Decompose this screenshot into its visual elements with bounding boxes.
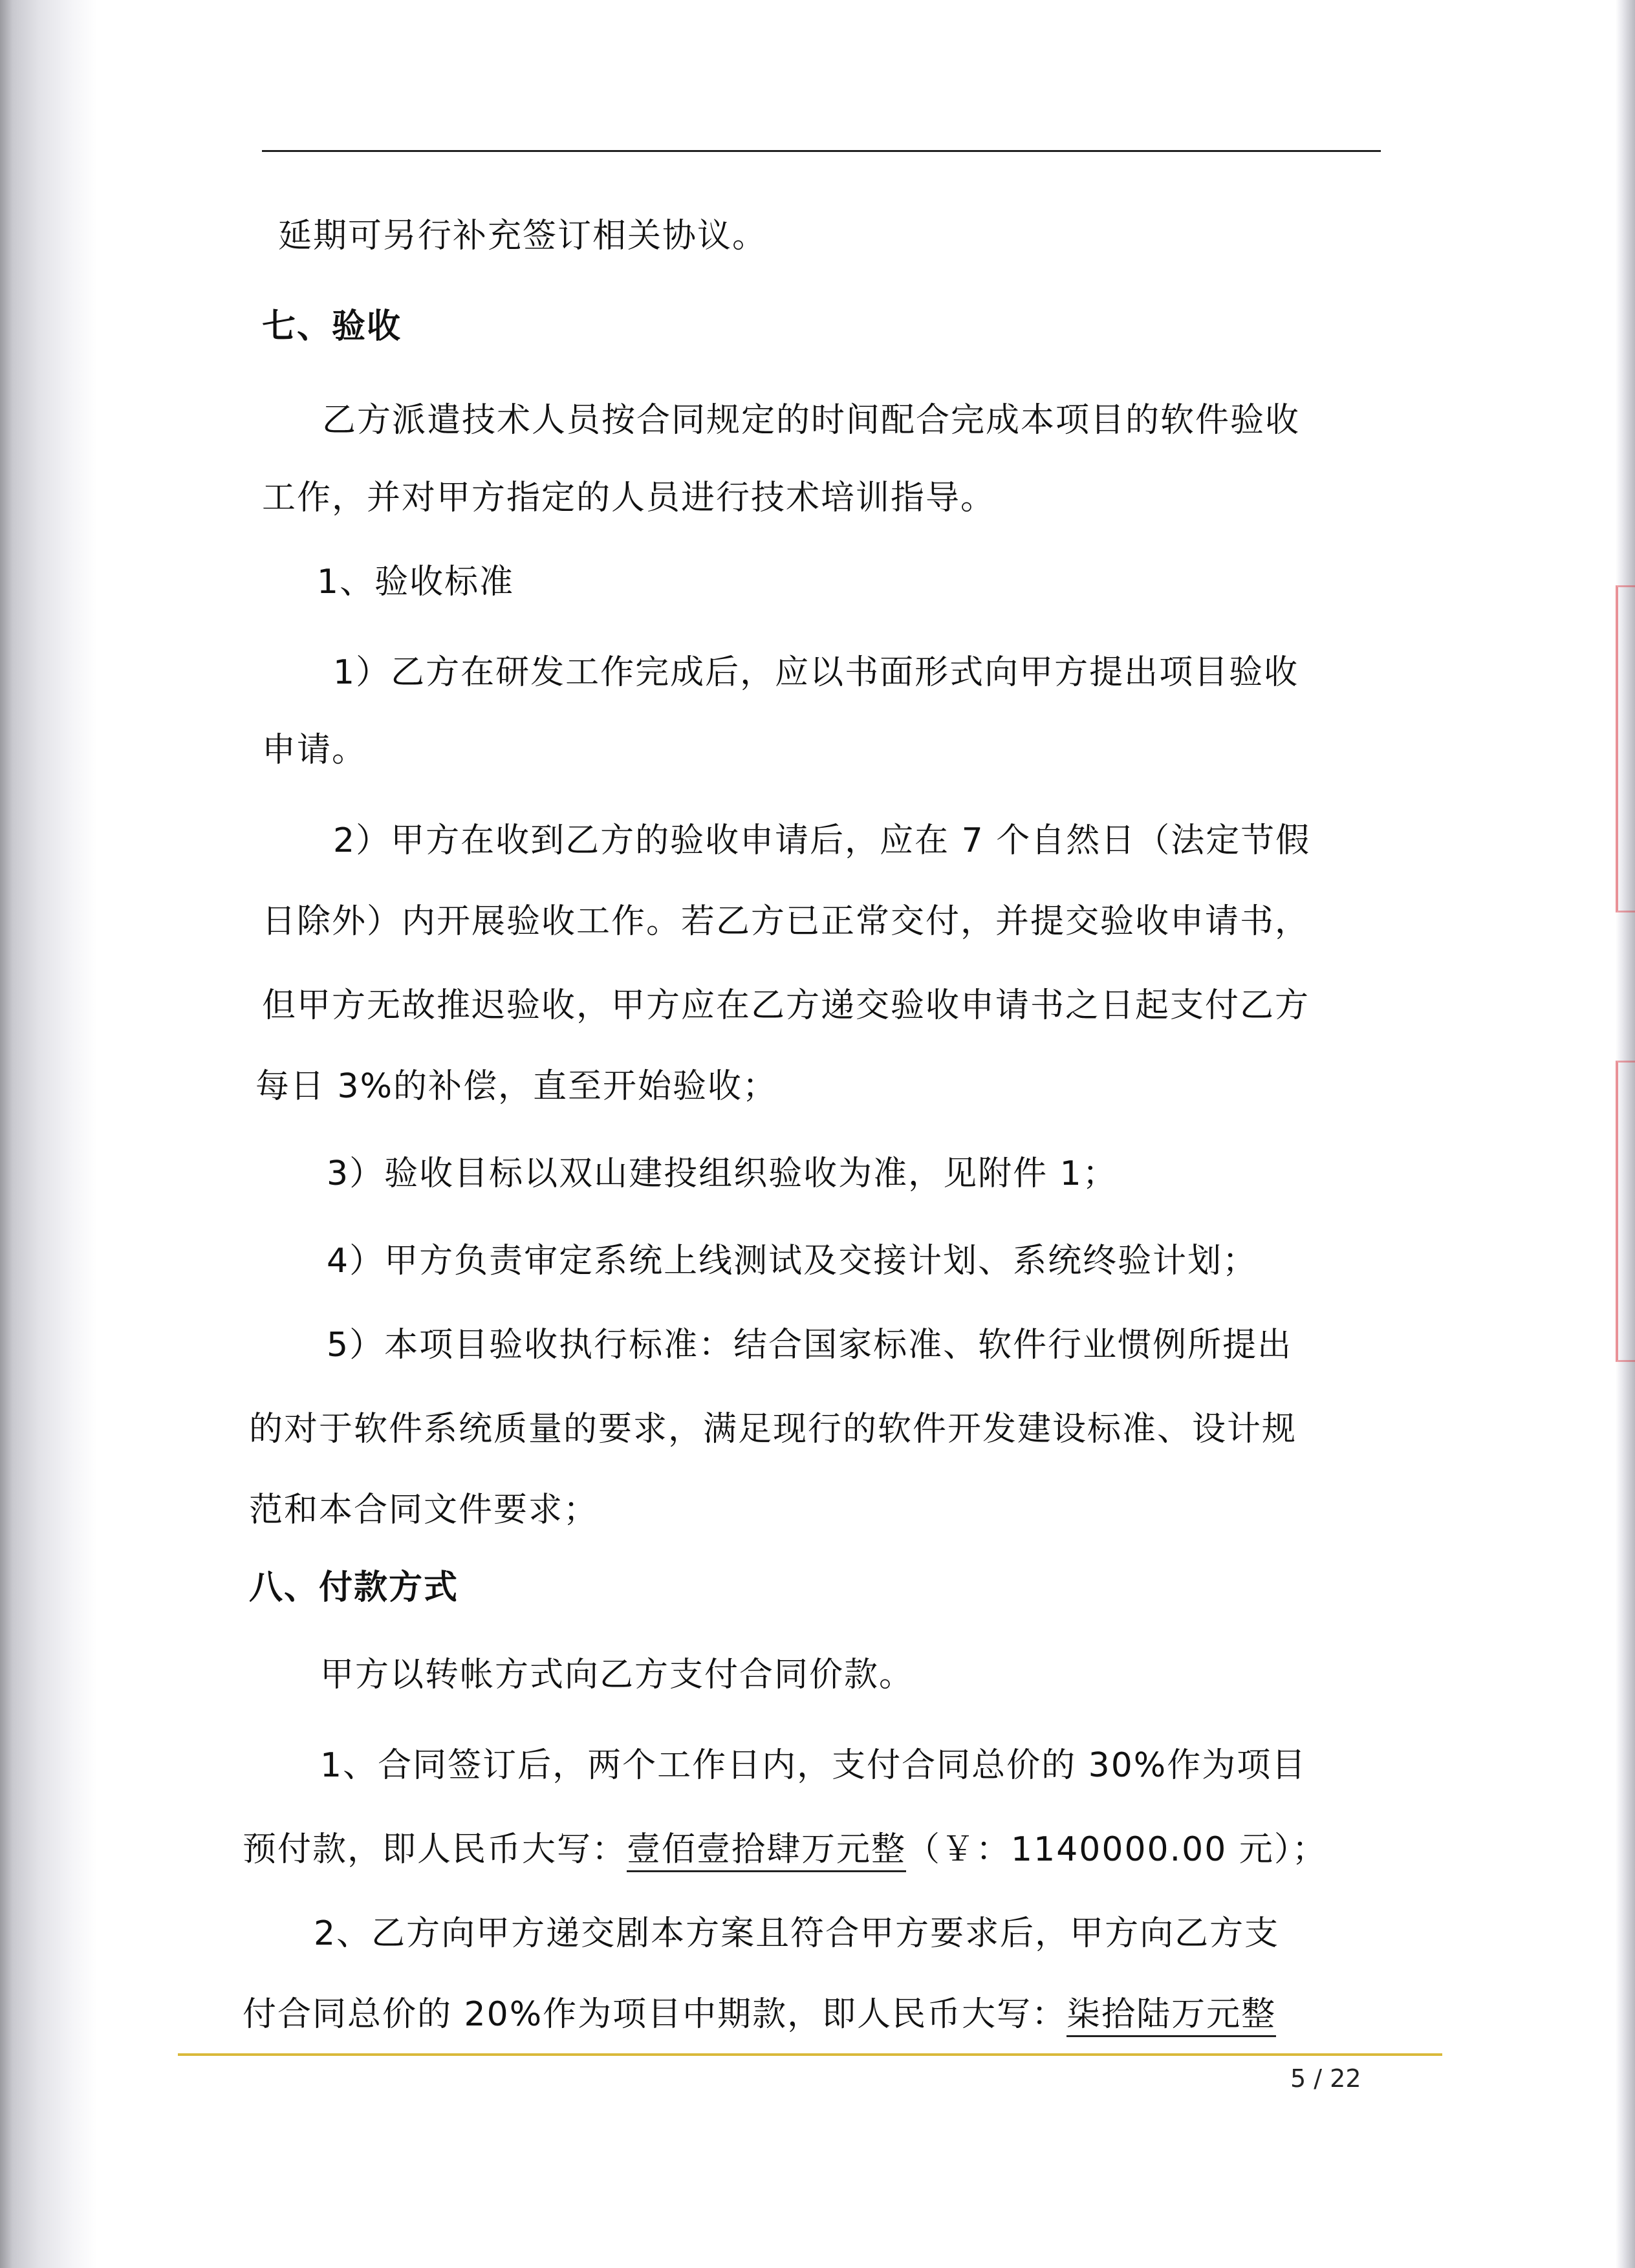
header-rule	[262, 150, 1381, 152]
text-line: 5）本项目验收执行标准：结合国家标准、软件行业惯例所提出	[327, 1326, 1293, 1365]
text-line: 1、验收标准	[317, 563, 515, 601]
text-line	[243, 1995, 1276, 2034]
text-line: 甲方以转帐方式向乙方支付合同价款。	[320, 1656, 915, 1694]
section-heading: 八、付款方式	[249, 1568, 459, 1607]
text-line	[243, 1830, 1327, 1869]
text-line: 每日 3%的补偿，直至开始验收；	[255, 1067, 778, 1106]
amount-in-words: 壹佰壹拾肆万元整	[627, 1830, 906, 1872]
text-line: 4）甲方负责审定系统上线测试及交接计划、系统终验计划；	[327, 1242, 1258, 1280]
text-segment: 预付款，即人民币大写：	[243, 1830, 627, 1869]
text-line: 延期可另行补充签订相关协议。	[278, 217, 768, 255]
text-line: 2）甲方在收到乙方的验收申请后，应在 7 个自然日（法定节假	[333, 821, 1311, 860]
text-line: 范和本合同文件要求；	[249, 1491, 599, 1529]
red-seal-edge	[1616, 585, 1635, 913]
text-line: 申请。	[262, 731, 367, 770]
text-segment: （￥：1140000.00 元）；	[906, 1830, 1327, 1869]
text-line: 2、乙方向甲方递交剧本方案且符合甲方要求后，甲方向乙方支	[314, 1914, 1280, 1953]
text-line: 1、合同签订后，两个工作日内，支付合同总价的 30%作为项目	[320, 1746, 1307, 1785]
amount-in-words: 柒拾陆万元整	[1067, 1995, 1276, 2037]
text-line: 1）乙方在研发工作完成后，应以书面形式向甲方提出项目验收	[333, 653, 1299, 692]
text-line: 但甲方无故推迟验收，甲方应在乙方递交验收申请书之日起支付乙方	[262, 986, 1310, 1025]
section-heading: 七、验收	[262, 307, 402, 346]
scan-edge-left	[0, 0, 97, 2268]
text-line: 工作，并对甲方指定的人员进行技术培训指导。	[262, 479, 996, 517]
red-seal-edge	[1616, 1061, 1635, 1362]
text-segment: 付合同总价的 20%作为项目中期款，即人民币大写：	[243, 1995, 1067, 2034]
text-line: 3）验收目标以双山建投组织验收为准，见附件 1；	[327, 1154, 1118, 1193]
page-number: 5 / 22	[1290, 2064, 1361, 2093]
text-line: 的对于软件系统质量的要求，满足现行的软件开发建设标准、设计规	[249, 1410, 1297, 1449]
text-line: 日除外）内开展验收工作。若乙方已正常交付，并提交验收申请书，	[262, 902, 1310, 941]
footer-rule	[178, 2053, 1442, 2056]
text-line: 乙方派遣技术人员按合同规定的时间配合完成本项目的软件验收	[322, 401, 1301, 440]
